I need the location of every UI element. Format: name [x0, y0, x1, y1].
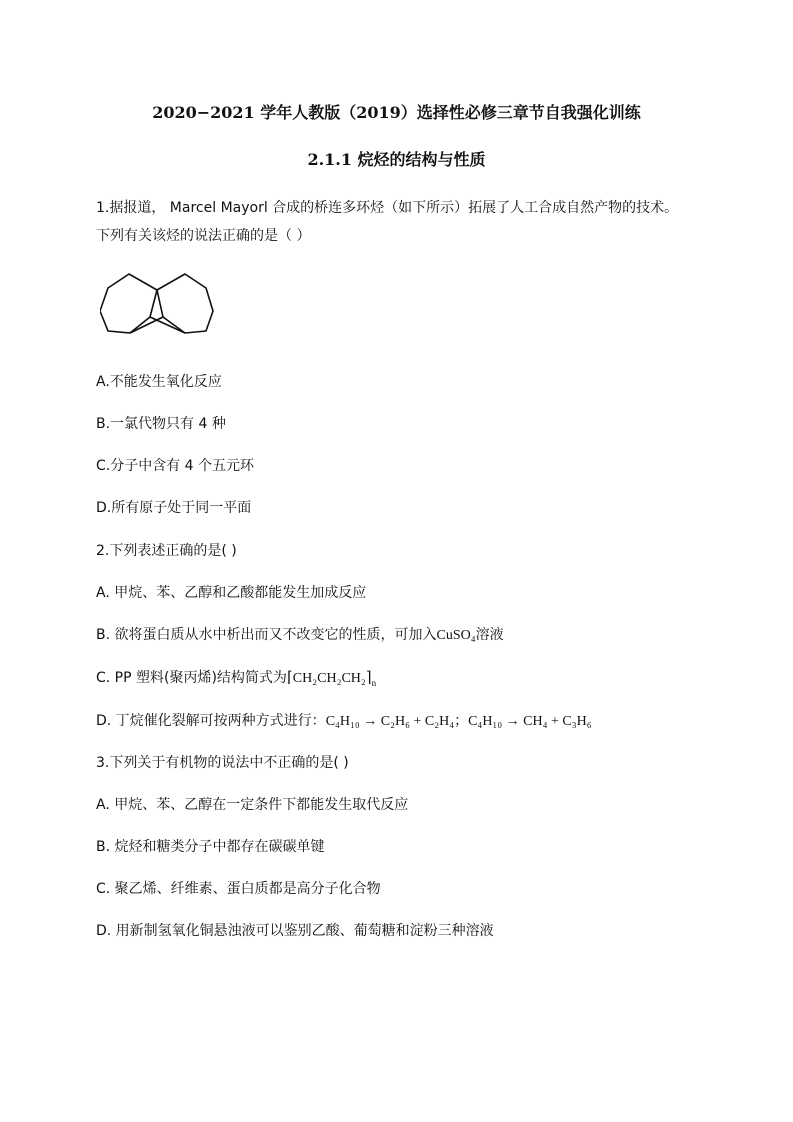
q2-option-b-formula: CuSO₄	[436, 628, 476, 643]
q2-option-c-formula: CH₂CH₂CH₂	[292, 671, 366, 686]
q2-option-c	[96, 667, 376, 688]
q2-polymer-bracket-open-icon: ⌈	[286, 670, 293, 686]
q1-option-a: A.不能发生氧化反应	[96, 374, 222, 390]
q1-option-c: C.分子中含有 4 个五元环	[96, 458, 255, 474]
q2-option-d-equation-1: C₄H₁₀ → C₂H₆ + C₂H₄	[325, 714, 455, 729]
q2-option-d-separator: ；	[454, 713, 469, 729]
q2-option-c-text: C. PP 塑料(聚丙烯)结构简式为	[96, 670, 287, 686]
q2-stem: 2.下列表述正确的是( )	[96, 543, 237, 559]
section-title: 2.1.1 烷烃的结构与性质	[307, 150, 486, 169]
q3-option-a: A. 甲烷、苯、乙醇在一定条件下都能发生取代反应	[96, 797, 409, 813]
q2-option-d-equation-2: C₄H₁₀ → CH₄ + C₃H₆	[468, 714, 592, 729]
q1-stem-line1: 1.据报道， Marcel Mayorl 合成的桥连多环烃（如下所示）拓展了人工合成自然产物的技术。	[96, 200, 679, 216]
q2-option-a: A. 甲烷、苯、乙醇和乙酸都能发生加成反应	[96, 585, 367, 601]
q3-stem: 3.下列关于有机物的说法中不正确的是( )	[96, 755, 349, 771]
q1-option-d: D.所有原子处于同一平面	[96, 500, 252, 516]
bridged-polycyclic-hydrocarbon-structure	[100, 268, 215, 338]
q2-option-d-text: D. 丁烷催化裂解可按两种方式进行：	[96, 713, 326, 729]
q1-stem-line2: 下列有关该烃的说法正确的是（ ）	[96, 228, 311, 244]
q2-option-c-n: n	[371, 677, 377, 688]
q3-option-d: D. 用新制氢氧化铜悬浊液可以鉴别乙酸、葡萄糖和淀粉三种溶液	[96, 923, 494, 939]
q2-option-b-suffix: 溶液	[475, 627, 504, 643]
q2-option-b-text: B. 欲将蛋白质从水中析出而又不改变它的性质，可加入	[96, 627, 437, 643]
q2-polymer-bracket-close-icon: ⌉	[365, 670, 372, 686]
q3-option-b: B. 烷烃和糖类分子中都存在碳碳单键	[96, 839, 325, 855]
q1-option-b: B.一氯代物只有 4 种	[96, 416, 226, 432]
q2-option-d	[96, 710, 592, 730]
q3-option-c: C. 聚乙烯、纤维素、蛋白质都是高分子化合物	[96, 881, 381, 897]
document-title: 2020−2021 学年人教版（2019）选择性必修三章节自我强化训练	[152, 103, 641, 122]
q2-option-b	[96, 624, 504, 644]
